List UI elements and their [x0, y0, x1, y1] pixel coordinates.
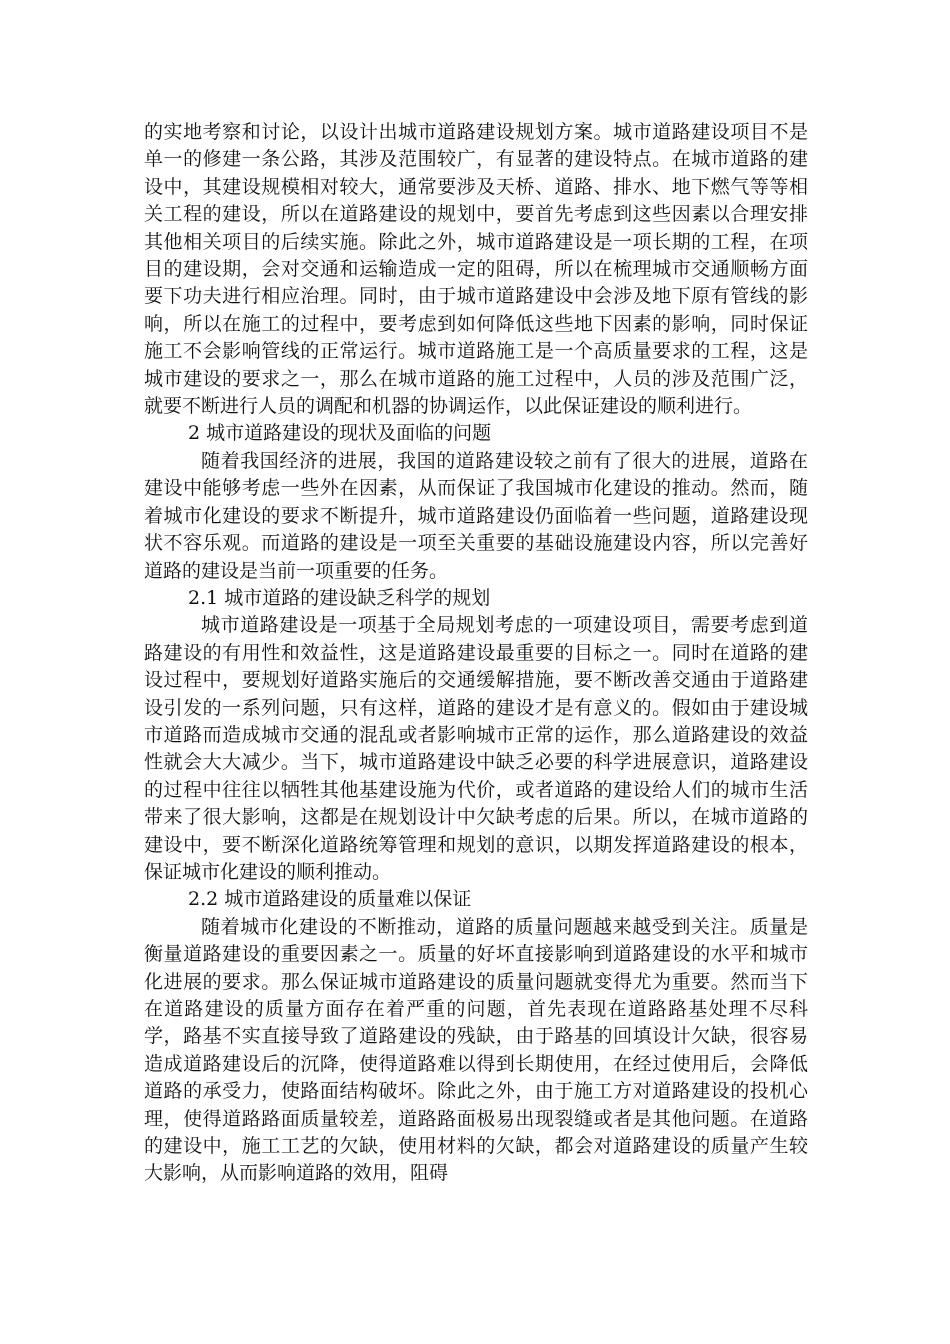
section-heading-2-2: 2.2 城市道路建设的质量难以保证 — [188, 888, 472, 911]
paragraph-continued: 的实地考察和讨论，以设计出城市道路建设规划方案。城市道路建设项目不是单一的修建一条公路，其涉及范围较广，有显著的建设特点。在城市道路的建设中，其建设规模相对较大，通常要涉及天桥、道路、排水、地下燃气等等相关工程的建设，所以在道路建设的规划中，要首先考虑到这些因素以合理安排其他相关项目的后续实施。除此之外，城市道路建设是一项长期的工程，在项目的建设期，会对交通和运输造成一定的阻碍，所以在梳理城市交通顺畅方面要下功夫进行相应治理。同时，由于城市道路建设中会涉及地下原有管线的影响，所以在施工的过程中，要考虑到如何降低这些地下因素的影响，同时保证施工不会影响管线的正常运行。城市道路施工是一个高质量要求的工程，这是城市建设的要求之一，那么在城市道路的施工过程中，人员的涉及范围广泛，就要不断进行人员的调配和机器的协调运作，以此保证建设的顺利进行。 — [144, 121, 808, 418]
paragraph-planning: 城市道路建设是一项基于全局规划考虑的一项建设项目，需要考虑到道路建设的有用性和效益性，这是道路建设最重要的目标之一。同时在道路的建设过程中，要规划好道路实施后的交通缓解措施，要不断改善交通由于道路建设引发的一系列问题，只有这样，道路的建设才是有意义的。假如由于建设城市道路而造成城市交通的混乱或者影响城市正常的运作，那么道路建设的效益性就会大大减少。当下，城市道路建设中缺乏必要的科学进展意识，道路建设的过程中往往以牺牲其他基建设施为代价，或者道路的建设给人们的城市生活带来了很大影响，这都是在规划设计中欠缺考虑的后果。所以，在城市道路的建设中，要不断深化道路统筹管理和规划的意识，以期发挥道路建设的根本，保证城市化建设的顺利推动。 — [144, 614, 808, 883]
paragraph-quality: 随着城市化建设的不断推动，道路的质量问题越来越受到关注。质量是衡量道路建设的重要因素之一。质量的好坏直接影响到道路建设的水平和城市化进展的要求。那么保证城市道路建设的质量问题就变得尤为重要。然而当下在道路建设的质量方面存在着严重的问题，首先表现在道路路基处理不尽科学，路基不实直接导致了道路建设的残缺，由于路基的回填设计欠缺，很容易造成道路建设后的沉降，使得道路难以得到长期使用，在经过使用后，会降低道路的承受力，使路面结构破坏。除此之外，由于施工方对道路建设的投机心理，使得道路路面质量较差，道路路面极易出现裂缝或者是其他问题。在道路的建设中，施工工艺的欠缺，使用材料的欠缺，都会对道路建设的质量产生较大影响，从而影响道路的效用，阻碍 — [144, 915, 808, 1185]
paragraph-status: 随着我国经济的进展，我国的道路建设较之前有了很大的进展，道路在建设中能够考虑一些外在因素，从而保证了我国城市化建设的推动。然而，随着城市化建设的要求不断提升，城市道路建设仍面临着一些问题，道路建设现状不容乐观。而道路的建设是一项至关重要的基础设施建设内容，所以完善好道路的建设是当前一项重要的任务。 — [144, 449, 808, 582]
document-body — [144, 119, 808, 1188]
section-heading-2: 2 城市道路建设的现状及面临的问题 — [188, 422, 492, 445]
section-heading-2-1: 2.1 城市道路的建设缺乏科学的规划 — [188, 586, 491, 609]
